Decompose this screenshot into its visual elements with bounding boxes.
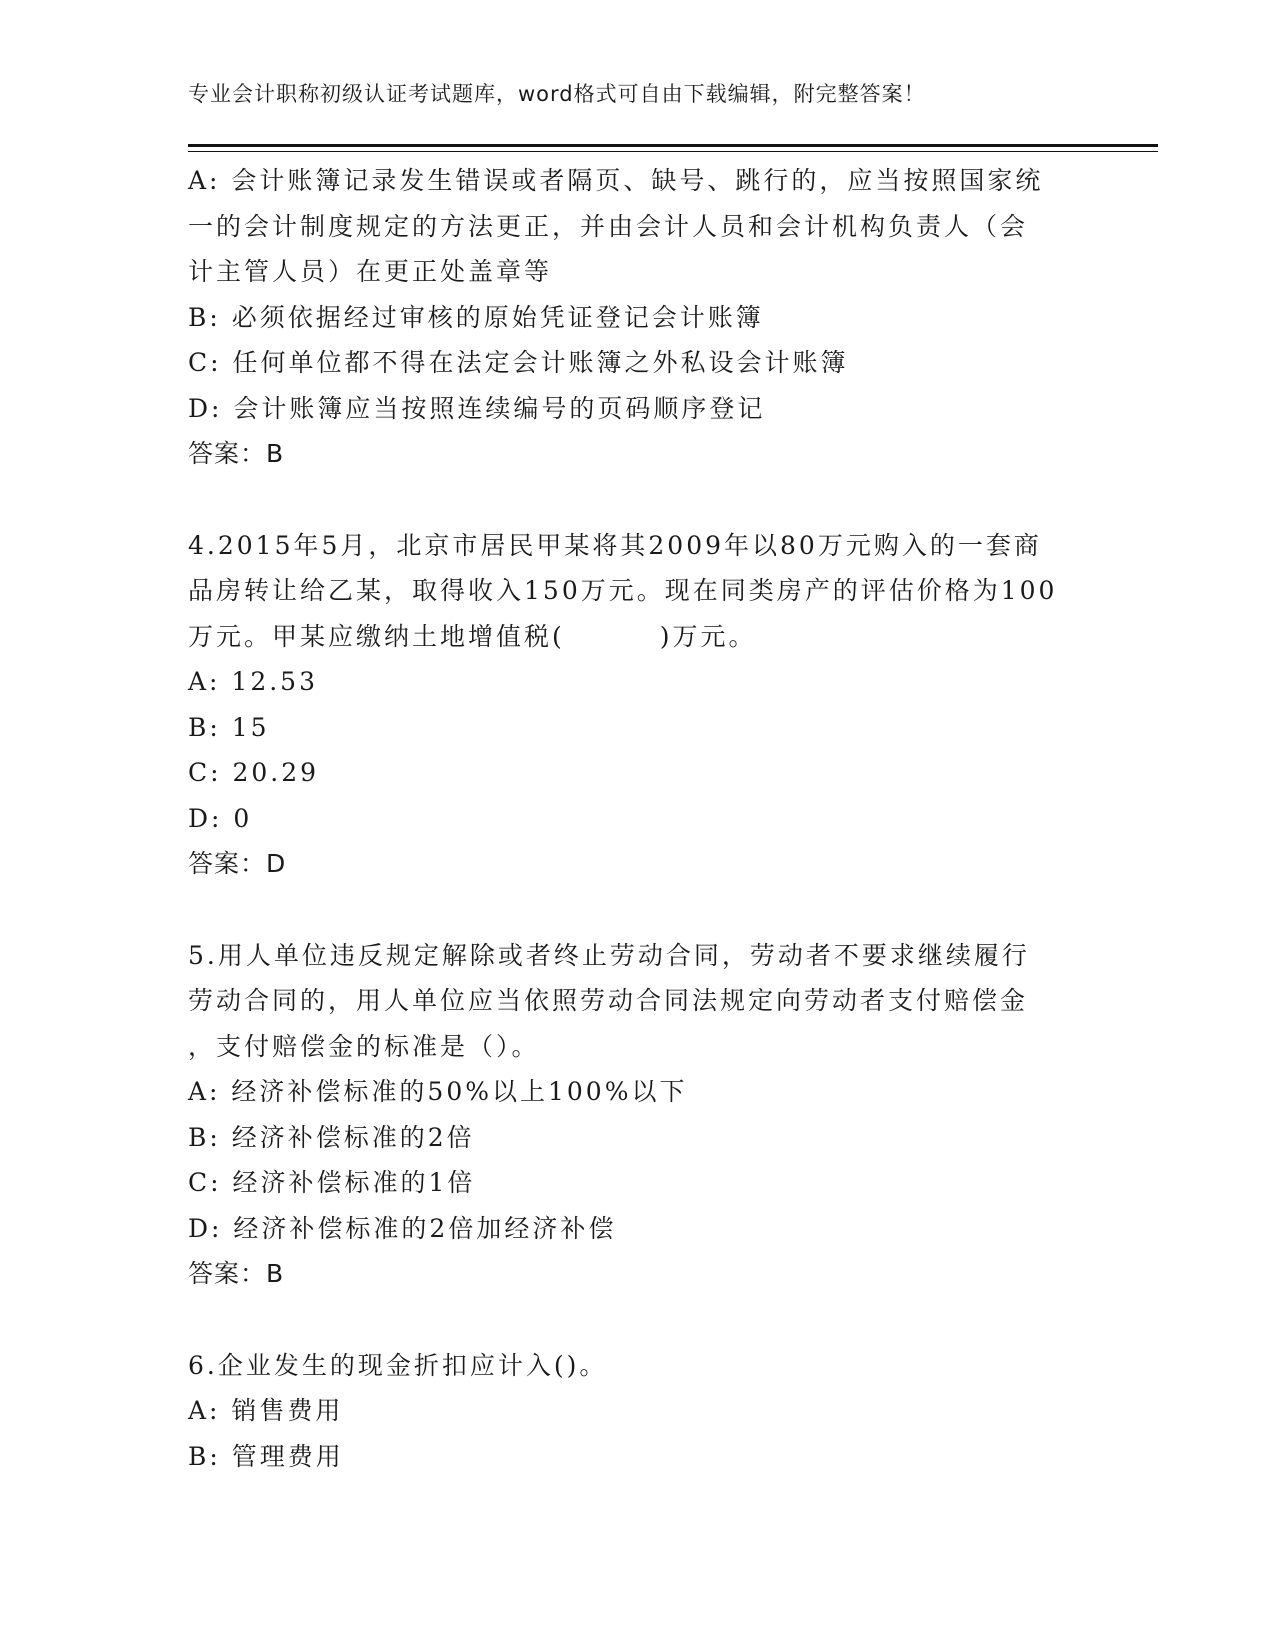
question-3	[188, 158, 1088, 477]
q6-stem-line-1: 6.企业发生的现金折扣应计入()。	[188, 1350, 608, 1380]
q6-option-b: B: 管理费用	[188, 1441, 344, 1471]
q4-stem-line-3: 万元。甲某应缴纳土地增值税( )万元。	[188, 621, 757, 651]
q6-option-a: A: 销售费用	[188, 1396, 344, 1425]
q5-stem-line-3: ，支付赔偿金的标准是（）。	[188, 1031, 540, 1061]
q5-option-a: A: 经济补偿标准的50%以上100%以下	[188, 1077, 688, 1106]
question-content	[188, 158, 1088, 1479]
q4-stem-line-1: 4.2015年5月，北京市居民甲某将其2009年以80万元购入的一套商	[188, 530, 1042, 560]
q4-option-a: A: 12.53	[188, 667, 318, 696]
q5-stem-line-2: 劳动合同的，用人单位应当依照劳动合同法规定向劳动者支付赔偿金	[188, 986, 1029, 1015]
q3-option-a-line-2: 一的会计制度规定的方法更正，并由会计人员和会计机构负责人（会	[188, 211, 1029, 241]
q3-option-b: B: 必须依据经过审核的原始凭证登记会计账簿	[188, 302, 764, 332]
page-header: 专业会计职称初级认证考试题库，word格式可自由下载编辑，附完整答案！	[188, 82, 926, 106]
spacer	[188, 1297, 1088, 1343]
question-6	[188, 1343, 1088, 1480]
spacer	[188, 887, 1088, 933]
header-rule-thick	[188, 144, 1158, 147]
q3-option-a-line-1: A: 会计账簿记录发生错误或者隔页、缺号、跳行的，应当按照国家统	[188, 166, 1044, 195]
q4-option-c: C: 20.29	[188, 758, 320, 787]
q3-option-d: D: 会计账簿应当按照连续编号的页码顺序登记	[188, 393, 766, 423]
q3-option-c: C: 任何单位都不得在法定会计账簿之外私设会计账簿	[188, 348, 849, 377]
q5-option-c: C: 经济补偿标准的1倍	[188, 1168, 476, 1197]
q5-option-d: D: 经济补偿标准的2倍加经济补偿	[188, 1213, 617, 1243]
spacer	[188, 477, 1088, 523]
q4-answer: 答案：D	[188, 849, 287, 878]
q5-option-b: B: 经济补偿标准的2倍	[188, 1122, 475, 1152]
q3-option-a-line-3: 计主管人员）在更正处盖章等	[188, 257, 553, 286]
q5-stem-line-1: 5.用人单位违反规定解除或者终止劳动合同，劳动者不要求继续履行	[188, 940, 1030, 970]
question-5	[188, 933, 1088, 1297]
q4-stem-line-2: 品房转让给乙某，取得收入150万元。现在同类房产的评估价格为100	[188, 576, 1058, 605]
q5-answer: 答案：B	[188, 1259, 285, 1288]
header-rule-thin	[188, 151, 1158, 152]
q4-option-b: B: 15	[188, 712, 270, 742]
question-4	[188, 523, 1088, 887]
q4-option-d: D: 0	[188, 803, 253, 833]
q3-answer: 答案：B	[188, 439, 285, 468]
